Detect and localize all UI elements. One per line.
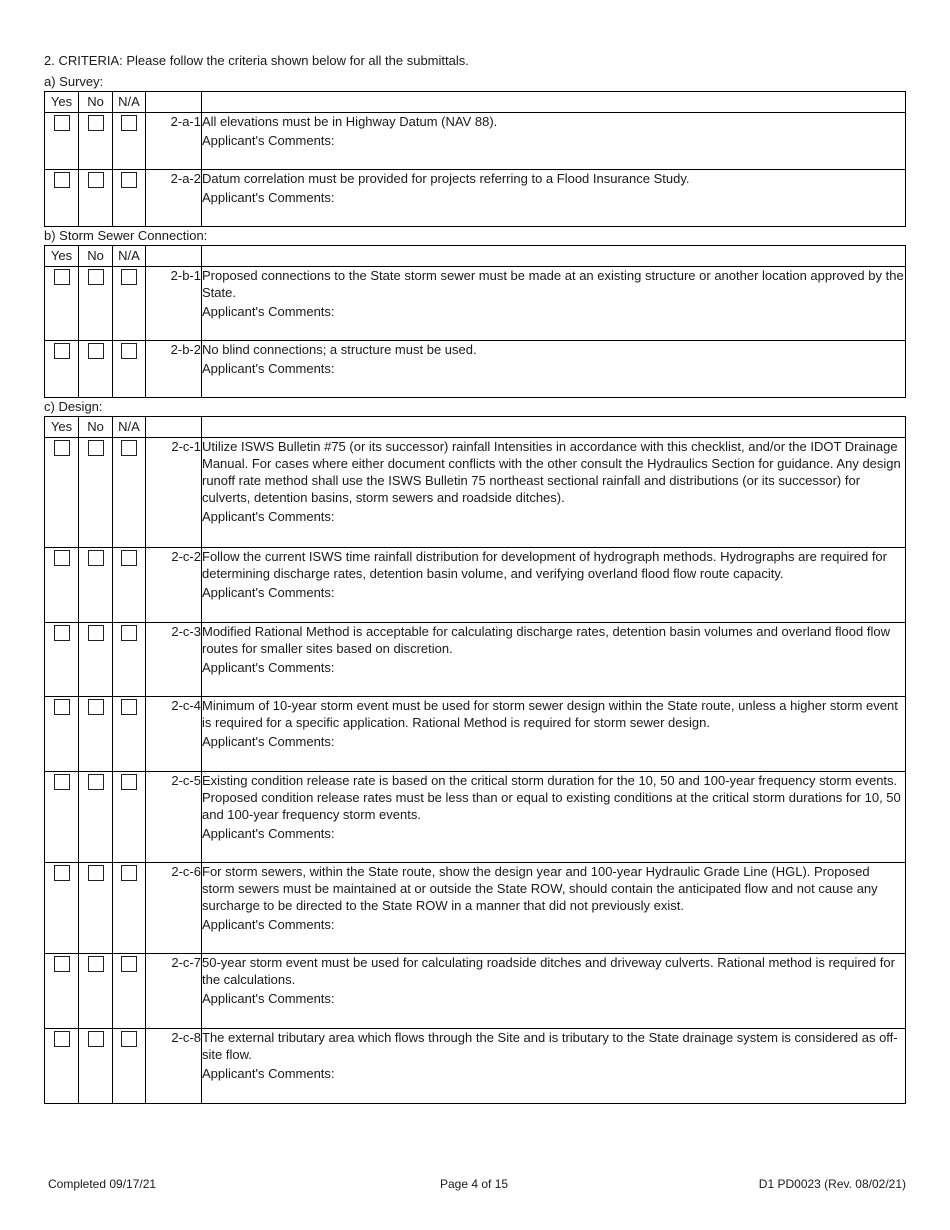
criterion-text: All elevations must be in Highway Datum (NAV 88). (202, 114, 498, 129)
no-checkbox[interactable] (88, 699, 104, 715)
na-checkbox[interactable] (121, 774, 137, 790)
table-header-row (45, 246, 906, 267)
no-checkbox[interactable] (88, 625, 104, 641)
table-row (45, 267, 906, 341)
yes-checkbox[interactable] (54, 865, 70, 881)
table-row (45, 697, 906, 772)
header-id (146, 92, 202, 113)
yes-checkbox[interactable] (54, 550, 70, 566)
applicant-comments-label: Applicant's Comments: (202, 509, 335, 524)
criterion-text: Modified Rational Method is acceptable for calculating discharge rates, detention basin volumes and overland flood flow routes for smaller sites based on discretion. (202, 624, 890, 656)
applicant-comments-label: Applicant's Comments: (202, 361, 335, 376)
applicant-comments-label: Applicant's Comments: (202, 826, 335, 841)
yes-checkbox[interactable] (54, 172, 70, 188)
no-checkbox[interactable] (88, 1031, 104, 1047)
no-checkbox[interactable] (88, 550, 104, 566)
criterion-text: Minimum of 10-year storm event must be used for storm sewer design within the State route, unless a higher storm event is required for a specific application. Rational Method is required for storm sewer design. (202, 698, 898, 730)
header-yes: Yes (45, 417, 79, 438)
criterion-id: 2-c-1 (146, 438, 202, 548)
applicant-comments-label: Applicant's Comments: (202, 190, 335, 205)
criterion-id: 2-c-2 (146, 548, 202, 623)
header-id (146, 246, 202, 267)
criterion-id: 2-a-2 (146, 170, 202, 227)
criterion-id: 2-a-1 (146, 113, 202, 170)
applicant-comments-label: Applicant's Comments: (202, 660, 335, 675)
criterion-id: 2-b-1 (146, 267, 202, 341)
applicant-comments-label: Applicant's Comments: (202, 917, 335, 932)
no-checkbox[interactable] (88, 269, 104, 285)
footer-form-number: D1 PD0023 (Rev. 08/02/21) (758, 1177, 906, 1191)
header-no: No (79, 92, 113, 113)
criterion-id: 2-c-6 (146, 863, 202, 954)
table-row (45, 863, 906, 954)
no-checkbox[interactable] (88, 172, 104, 188)
criterion-text: Datum correlation must be provided for projects referring to a Flood Insurance Study. (202, 171, 690, 186)
table-row (45, 438, 906, 548)
yes-checkbox[interactable] (54, 625, 70, 641)
no-checkbox[interactable] (88, 865, 104, 881)
na-checkbox[interactable] (121, 699, 137, 715)
applicant-comments-label: Applicant's Comments: (202, 585, 335, 600)
criteria-table-storm-sewer (44, 245, 906, 398)
applicant-comments-label: Applicant's Comments: (202, 991, 335, 1006)
table-row (45, 623, 906, 697)
header-text (202, 417, 906, 438)
table-row (45, 954, 906, 1029)
applicant-comments-label: Applicant's Comments: (202, 133, 335, 148)
table-row (45, 772, 906, 863)
header-id (146, 417, 202, 438)
criterion-text: Follow the current ISWS time rainfall distribution for development of hydrograph methods. Hydrographs are required for determining discharge rates, detention basin volume, and verifying overland flood flow route capacity. (202, 549, 887, 581)
na-checkbox[interactable] (121, 269, 137, 285)
header-yes: Yes (45, 92, 79, 113)
header-yes: Yes (45, 246, 79, 267)
criterion-text: For storm sewers, within the State route, show the design year and 100-year Hydraulic Grade Line (HGL). Proposed storm sewers must be maintained at or outside the State ROW, should contain the anticipated flow and not cause any surcharge to be directed to the State ROW in a manner that did not previously exist. (202, 864, 878, 913)
yes-checkbox[interactable] (54, 440, 70, 456)
na-checkbox[interactable] (121, 115, 137, 131)
table-header-row (45, 417, 906, 438)
yes-checkbox[interactable] (54, 699, 70, 715)
criterion-id: 2-b-2 (146, 341, 202, 398)
criterion-id: 2-c-8 (146, 1029, 202, 1104)
criterion-id: 2-c-5 (146, 772, 202, 863)
footer-page-number: Page 4 of 15 (440, 1177, 509, 1191)
na-checkbox[interactable] (121, 865, 137, 881)
header-na: N/A (113, 92, 146, 113)
criteria-table-survey (44, 91, 906, 227)
applicant-comments-label: Applicant's Comments: (202, 304, 335, 319)
criterion-id: 2-c-7 (146, 954, 202, 1029)
no-checkbox[interactable] (88, 956, 104, 972)
yes-checkbox[interactable] (54, 343, 70, 359)
criterion-text: Existing condition release rate is based on the critical storm duration for the 10, 50 and 100-year frequency storm events. Proposed condition release rates must be less than or equal to existing conditions at the critical storm durations for 10, 50 and 100-year frequency storm events. (202, 773, 901, 822)
na-checkbox[interactable] (121, 343, 137, 359)
header-na: N/A (113, 246, 146, 267)
header-no: No (79, 417, 113, 438)
header-text (202, 92, 906, 113)
yes-checkbox[interactable] (54, 774, 70, 790)
table-row (45, 548, 906, 623)
table-row (45, 341, 906, 398)
criterion-text: Proposed connections to the State storm sewer must be made at an existing structure or another location approved by the State. (202, 268, 904, 300)
no-checkbox[interactable] (88, 440, 104, 456)
applicant-comments-label: Applicant's Comments: (202, 1066, 335, 1081)
no-checkbox[interactable] (88, 115, 104, 131)
yes-checkbox[interactable] (54, 956, 70, 972)
table-row (45, 113, 906, 170)
no-checkbox[interactable] (88, 774, 104, 790)
section-label-storm-sewer-connection: b) Storm Sewer Connection: (44, 228, 208, 243)
yes-checkbox[interactable] (54, 1031, 70, 1047)
criterion-id: 2-c-4 (146, 697, 202, 772)
criteria-page (44, 52, 906, 1104)
criterion-text: The external tributary area which flows through the Site and is tributary to the State drainage system is considered as off-site flow. (202, 1030, 898, 1062)
header-na: N/A (113, 417, 146, 438)
criterion-text: Utilize ISWS Bulletin #75 (or its successor) rainfall Intensities in accordance with this checklist, and/or the IDOT Drainage Manual. For cases where either document conflicts with the other consult the Hydraulics Section for guidance. Any design runoff rate method shall use the ISWS Bulletin 75 northeast sectional rainfall and distributions (or its successor) for culverts, detention basins, storm sewers and roadside ditches). (202, 439, 901, 505)
yes-checkbox[interactable] (54, 269, 70, 285)
header-no: No (79, 246, 113, 267)
yes-checkbox[interactable] (54, 115, 70, 131)
criteria-table-design (44, 416, 906, 1104)
section-label-design: c) Design: (44, 399, 103, 414)
page-footer (48, 1177, 906, 1193)
na-checkbox[interactable] (121, 550, 137, 566)
table-header-row (45, 92, 906, 113)
footer-completed-date: Completed 09/17/21 (48, 1177, 157, 1191)
criterion-text: 50-year storm event must be used for calculating roadside ditches and driveway culverts. Rational method is required for the calculations. (202, 955, 895, 987)
criterion-id: 2-c-3 (146, 623, 202, 697)
na-checkbox[interactable] (121, 172, 137, 188)
criterion-text: No blind connections; a structure must be used. (202, 342, 477, 357)
header-text (202, 246, 906, 267)
criteria-title: 2. CRITERIA: Please follow the criteria shown below for all the submittals. (44, 53, 469, 68)
no-checkbox[interactable] (88, 343, 104, 359)
na-checkbox[interactable] (121, 956, 137, 972)
applicant-comments-label: Applicant's Comments: (202, 734, 335, 749)
na-checkbox[interactable] (121, 440, 137, 456)
na-checkbox[interactable] (121, 1031, 137, 1047)
section-label-survey: a) Survey: (44, 74, 104, 89)
table-row (45, 170, 906, 227)
na-checkbox[interactable] (121, 625, 137, 641)
table-row (45, 1029, 906, 1104)
